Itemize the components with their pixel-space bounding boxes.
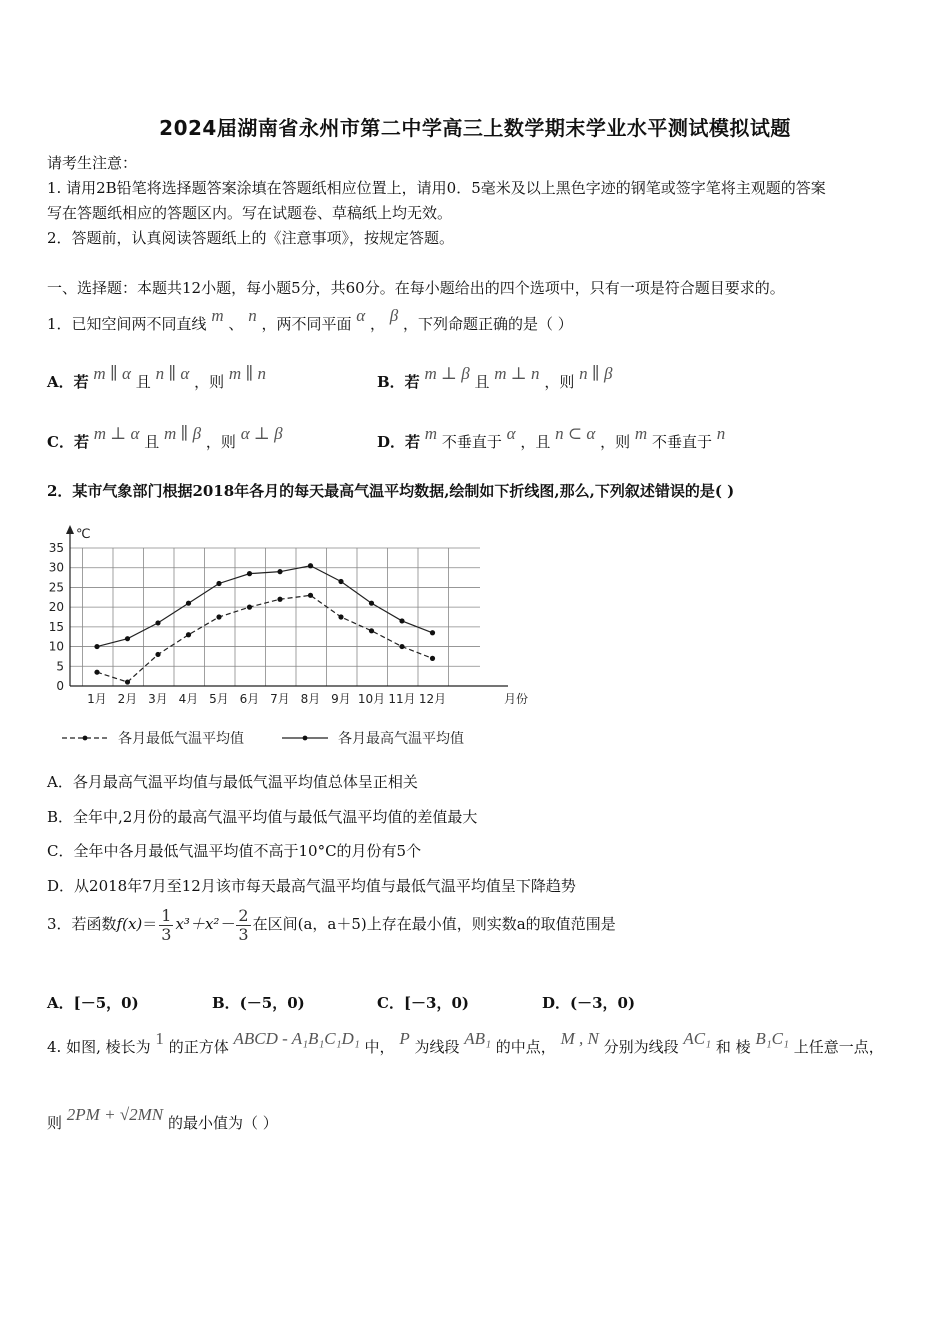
y-tick-label: 30	[48, 560, 64, 575]
q1-d-m: m	[424, 424, 438, 443]
q1-stem-a: 1．已知空间两不同直线	[47, 315, 207, 333]
q1-d-n-in-alpha: n ⊂ α	[555, 424, 596, 443]
page-title: 2024届湖南省永州市第二中学高三上数学期末学业水平测试模拟试题	[159, 116, 791, 140]
y-tick-label: 35	[48, 541, 64, 555]
x-tick-label: 6月	[239, 692, 260, 706]
q1-a-concl: m ∥ n	[228, 364, 267, 383]
notice-item-2: 2．答题前，认真阅读答题纸上的《注意事项》，按规定答题。	[47, 229, 455, 247]
q4-stem-line-2	[47, 1105, 278, 1133]
legend-marker	[83, 736, 88, 741]
low-point	[155, 652, 160, 657]
q1-d-t2: ，且	[520, 433, 551, 451]
q3-option-c[interactable]: C．[－3，0)	[377, 994, 470, 1012]
high-point	[247, 571, 252, 576]
x-tick-label: 10月	[357, 692, 386, 706]
y-tick-label: 0	[56, 679, 64, 693]
y-tick-label: 10	[48, 639, 64, 654]
q3-option-b[interactable]: B．(－5，0)	[212, 994, 305, 1012]
q1-b-concl: n ∥ β	[579, 364, 613, 383]
high-point	[94, 644, 99, 649]
q1-a-then: ，则	[194, 373, 225, 391]
q3-option-a[interactable]: A．[－5，0)	[47, 994, 139, 1012]
legend-label: 各月最高气温平均值	[338, 731, 464, 747]
q4-b: 的正方体	[168, 1038, 229, 1056]
q1-a-and: 且	[135, 373, 151, 391]
q1-b-and: 且	[474, 373, 490, 391]
high-point	[216, 581, 221, 586]
series-line-high	[97, 566, 433, 647]
low-point	[186, 632, 191, 637]
q1-c-and: 且	[144, 433, 160, 451]
q1-option-b[interactable]	[377, 364, 613, 392]
x-tick-label: 1月	[87, 692, 107, 706]
notice-heading: 请考生注意：	[47, 154, 138, 172]
q1-sep: 、	[228, 315, 244, 333]
q1-comma: ，	[369, 315, 385, 333]
q1-d-n: n	[716, 424, 726, 443]
x-tick-label: 5月	[209, 692, 229, 706]
q1-m: m	[211, 306, 224, 325]
q4-c: 中，	[364, 1038, 395, 1056]
q1-b-then: ，则	[544, 373, 575, 391]
q2-option-c[interactable]: C．全年中各月最低气温平均值不高于10°C的月份有5个	[47, 842, 422, 860]
q1-alpha: α	[356, 306, 366, 325]
q1-option-c[interactable]	[47, 424, 283, 452]
low-point	[247, 605, 252, 610]
q1-c-then: ，则	[205, 433, 236, 451]
q4-e: 的中点，	[495, 1038, 556, 1056]
high-point	[155, 620, 160, 625]
q4-g: 和 棱	[715, 1038, 751, 1056]
q1-c-cond2: m ∥ β	[164, 424, 202, 443]
q1-c-label: C．若	[47, 433, 89, 451]
high-point	[125, 636, 130, 641]
q4-mn: M , N	[560, 1029, 599, 1048]
q1-n: n	[248, 306, 257, 325]
x-tick-label: 11月	[388, 692, 416, 706]
q2-option-a[interactable]: A．各月最高气温平均值与最低气温平均值总体呈正相关	[47, 773, 418, 791]
q1-stem-b: ，两不同平面	[261, 315, 352, 333]
x-tick-label: 3月	[148, 692, 168, 706]
q1-option-d[interactable]	[377, 424, 726, 452]
q4-f: 分别为线段	[603, 1038, 679, 1056]
x-tick-label: 7月	[270, 692, 290, 706]
q4-a: 4. 如图, 棱长为	[47, 1038, 151, 1056]
legend-marker	[303, 736, 308, 741]
q3-frac-1	[159, 907, 173, 944]
y-tick-label: 20	[48, 600, 64, 615]
high-point	[369, 601, 374, 606]
q1-d-t1: 不垂直于	[441, 433, 502, 451]
q3-frac-2	[236, 907, 250, 944]
y-tick-label: 15	[48, 619, 64, 634]
q3-stem-b: 在区间(a，a＋5)上存在最小值，则实数a的取值范围是	[252, 915, 616, 933]
q1-d-m2: m	[634, 424, 648, 443]
q3-eq: ＝	[142, 915, 158, 933]
low-point	[216, 614, 221, 619]
q4-ab1: AB₁	[464, 1029, 491, 1048]
q1-b-label: B．若	[377, 373, 420, 391]
high-point	[399, 618, 404, 623]
high-point	[430, 630, 435, 635]
q3-fx: f(x)	[116, 915, 143, 933]
q2-option-b[interactable]: B．全年中,2月份的最高气温平均值与最低气温平均值的差值最大	[47, 808, 478, 826]
q4-i: 则	[47, 1114, 63, 1132]
q1-c-concl: α ⊥ β	[240, 424, 283, 443]
legend-label: 各月最低气温平均值	[118, 731, 244, 747]
q1-c-cond1: m ⊥ α	[93, 424, 140, 443]
q4-one: 1	[155, 1029, 164, 1048]
q3-frac-2-den: 3	[238, 924, 249, 944]
q1-d-t3: ，则	[600, 433, 631, 451]
q2-stem: 2．某市气象部门根据2018年各月的每天最高气温平均数据,绘制如下折线图,那么,下列叙述错误的是( )	[47, 482, 735, 500]
section-heading: 一、选择题：本题共12小题，每小题5分，共60分。在每小题给出的四个选项中，只有一项是符合题目要求的。	[47, 279, 785, 297]
q4-ac1: AC₁	[683, 1029, 712, 1048]
x-axis-label: 月份	[503, 692, 529, 706]
x-tick-label: 8月	[300, 692, 321, 706]
q1-d-t4: 不垂直于	[651, 433, 712, 451]
q4-h: 上任意一点，	[793, 1038, 884, 1056]
high-point	[277, 569, 282, 574]
x-tick-label: 12月	[418, 692, 447, 706]
q3-frac-2-num: 2	[238, 905, 249, 925]
low-point	[430, 656, 435, 661]
high-point	[338, 579, 343, 584]
q4-p: P	[399, 1029, 410, 1048]
q4-b1c1: B₁C₁	[755, 1029, 789, 1048]
low-point	[399, 644, 404, 649]
notice-item-1b: 写在答题纸相应的答题区内。写在试题卷、草稿纸上均无效。	[47, 204, 453, 222]
low-point	[94, 670, 99, 675]
q3-stem	[47, 906, 616, 944]
low-point	[125, 679, 130, 684]
y-axis-label: ℃	[76, 527, 91, 542]
q1-a-label: A．若	[47, 373, 89, 391]
q4-stem-line-1	[47, 1029, 884, 1057]
temperature-line-chart	[40, 518, 540, 758]
series-line-low	[97, 595, 433, 682]
q3-frac-1-den: 3	[161, 924, 172, 944]
q4-d: 为线段	[414, 1038, 460, 1056]
q1-d-label: D．若	[377, 433, 421, 451]
q3-option-d[interactable]: D．(－3，0)	[542, 994, 636, 1012]
q1-a-cond2: n ∥ α	[155, 364, 190, 383]
q1-b-cond1: m ⊥ β	[424, 364, 470, 383]
q1-option-a[interactable]	[47, 364, 267, 392]
notice-item-1a: 1. 请用2B铅笔将选择题答案涂填在答题纸相应位置上，请用0．5毫米及以上黑色字迹的钢笔或签字笔将主观题的答案	[47, 179, 826, 197]
q4-j: 的最小值为（ ）	[167, 1114, 278, 1132]
low-point	[308, 593, 313, 598]
low-point	[338, 614, 343, 619]
q3-frac-1-num: 1	[161, 905, 172, 925]
x-tick-label: 9月	[331, 692, 351, 706]
q4-expr: 2PM + √2MN	[66, 1105, 164, 1124]
q1-stem	[47, 306, 573, 334]
y-tick-label: 25	[48, 580, 64, 595]
x-tick-label: 2月	[117, 692, 138, 706]
q4-cube: ABCD - A₁B₁C₁D₁	[233, 1029, 360, 1048]
q1-a-cond1: m ∥ α	[93, 364, 131, 383]
q1-b-cond2: m ⊥ n	[494, 364, 540, 383]
q3-stem-a: 3．若函数	[47, 915, 117, 933]
high-point	[186, 601, 191, 606]
q2-option-d[interactable]: D．从2018年7月至12月该市每天最高气温平均值与最低气温平均值呈下降趋势	[47, 877, 576, 895]
q1-beta: β	[389, 306, 399, 325]
high-point	[308, 563, 313, 568]
low-point	[369, 628, 374, 633]
x-tick-label: 4月	[178, 692, 199, 706]
q1-d-alpha: α	[506, 424, 516, 443]
q1-stem-c: ，下列命题正确的是（ ）	[403, 315, 573, 333]
low-point	[277, 597, 282, 602]
y-tick-label: 5	[56, 659, 64, 674]
q3-term: x³＋x²－	[175, 915, 235, 933]
y-axis-arrow	[66, 525, 74, 534]
